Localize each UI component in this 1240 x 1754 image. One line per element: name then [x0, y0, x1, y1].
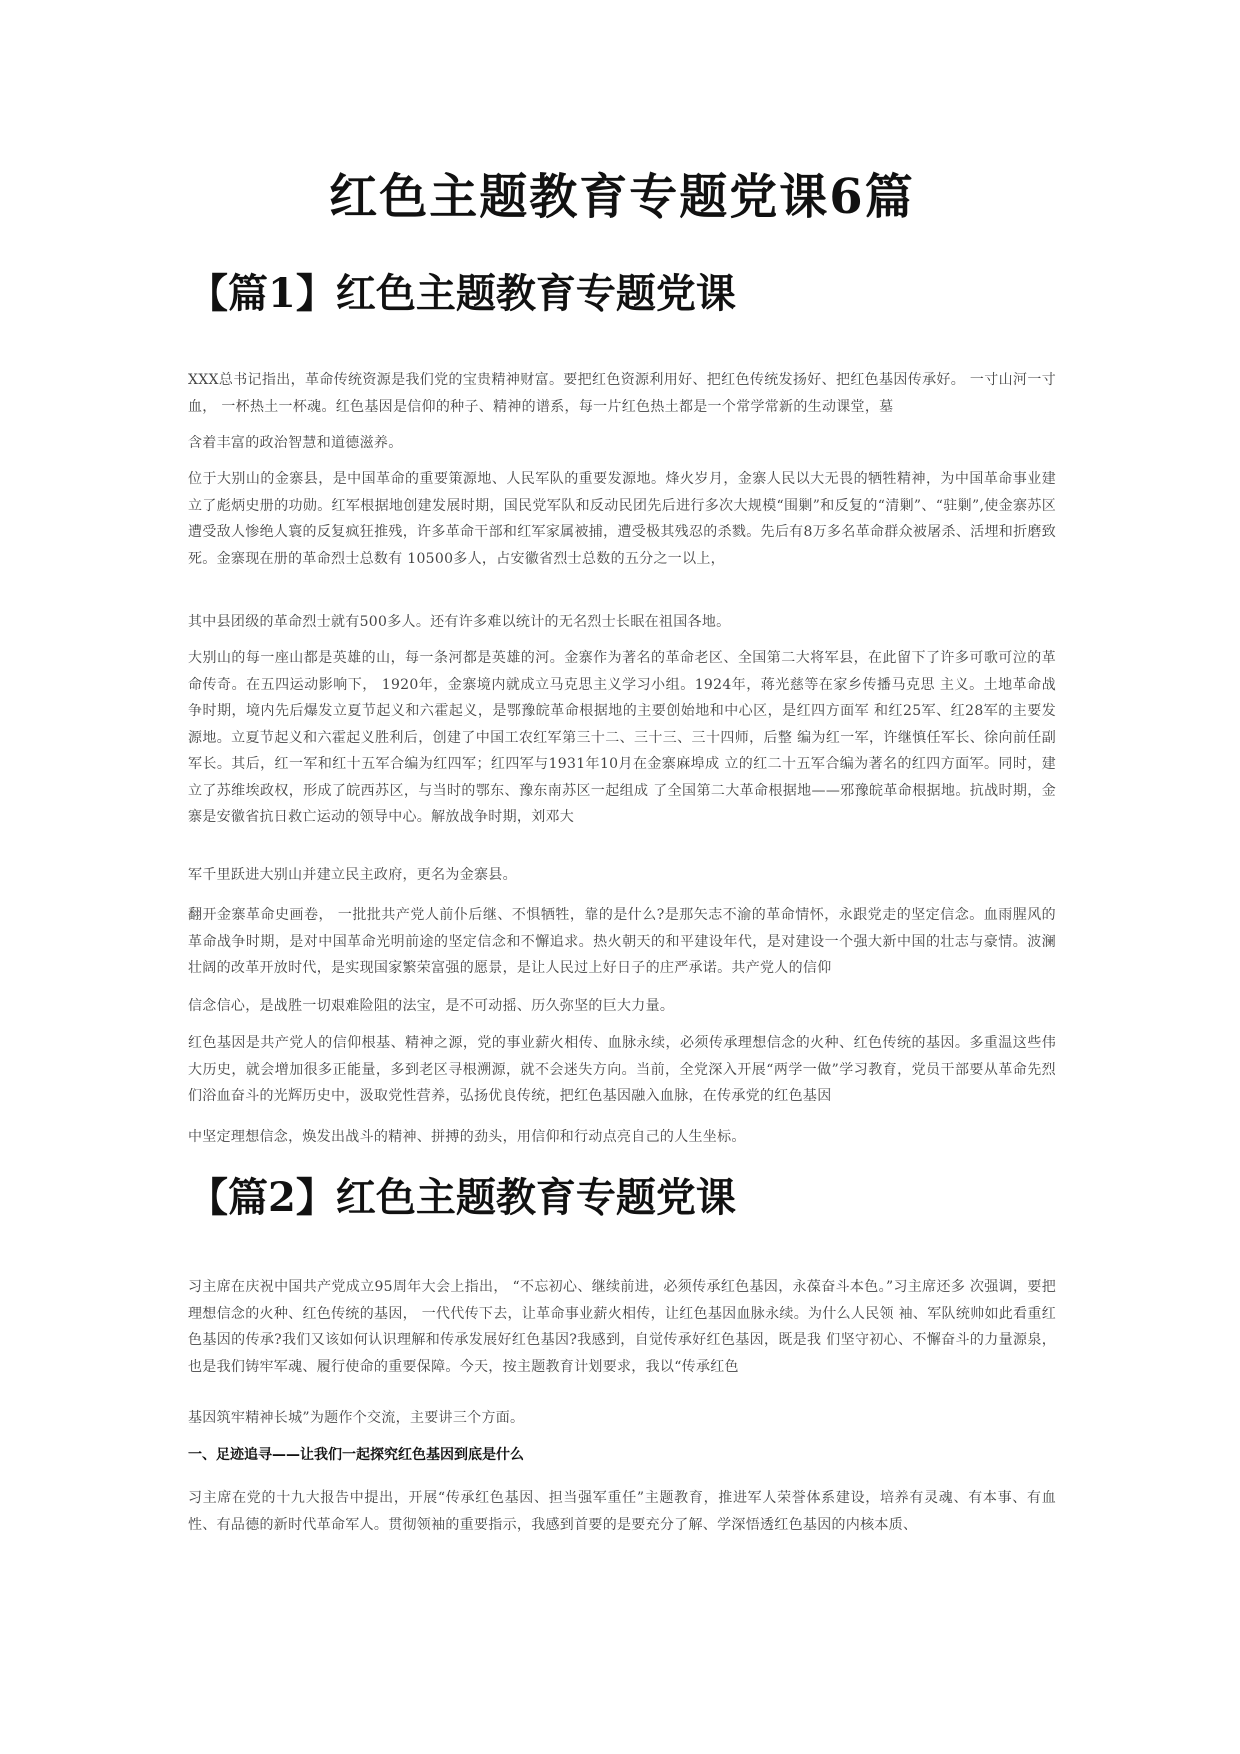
section-2-subheading-1: 一、足迹追寻——让我们一起探究红色基因到底是什么 — [188, 1447, 524, 1463]
section-1-heading: 【篇1】红色主题教育专题党课 — [188, 270, 736, 317]
section-1-paragraph-9: 红色基因是共产党人的信仰根基、精神之源，党的事业薪火相传、血脉永续，必须传承理想信念的火种、红色传统的基因。多重温这些伟大历史，就会增加很多正能量，多到老区寻根溯源，就不会迷失方向。当前，全党深入开展“两学一做”学习教育，党员干部要从革命先烈们浴血奋斗的光辉历史中，汲取党性营养，弘扬优良传统，把红色基因融入血脉，在传承党的红色基因 — [188, 1035, 1056, 1104]
section-2-heading: 【篇2】红色主题教育专题党课 — [188, 1174, 736, 1221]
document-title: 红色主题教育专题党课6篇 — [329, 169, 915, 225]
section-1-paragraph-1: XXX总书记指出，革命传统资源是我们党的宝贵精神财富。要把红色资源利用好、把红色传统发扬好、把红色基因传承好。 一寸山河一寸血， 一杯热土一杯魂。红色基因是信仰的种子、精神的谱系，每一片红色热土都是一个常学常新的生动课堂，墓 — [188, 372, 1056, 415]
section-1-paragraph-8: 信念信心，是战胜一切艰难险阻的法宝，是不可动摇、历久弥坚的巨大力量。 — [188, 998, 675, 1014]
section-2-paragraph-3: 习主席在党的十九大报告中提出，开展“传承红色基因、担当强军重任”主题教育，推进军人荣誉体系建设，培养有灵魂、有本事、有血性、有品德的新时代革命军人。贯彻领袖的重要指示，我感到首要的是要充分了解、学深悟透红色基因的内核本质、 — [188, 1490, 1056, 1533]
section-1-paragraph-10: 中坚定理想信念，焕发出战斗的精神、拼搏的劲头，用信仰和行动点亮自己的人生坐标。 — [188, 1129, 746, 1145]
section-1-paragraph-3: 位于大别山的金寨县，是中国革命的重要策源地、人民军队的重要发源地。烽火岁月，金寨人民以大无畏的牺牲精神，为中国革命事业建立了彪炳史册的功勋。红军根据地创建发展时期，国民党军队和反动民团先后进行多次大规模“围剿”和反复的“清剿”、“驻剿”,使金寨苏区遭受敌人惨绝人寰的反复疯狂推残，许多革命干部和红军家属被捕，遭受极其残忍的杀戮。先后有8万多名革命群众被屠杀、活埋和折磨致死。金寨现在册的革命烈士总数有 10500多人，占安徽省烈士总数的五分之一以上， — [188, 471, 1056, 567]
section-1-paragraph-2: 含着丰富的政治智慧和道德滋养。 — [188, 435, 403, 451]
section-1-paragraph-4: 其中县团级的革命烈士就有500多人。还有许多难以统计的无名烈士长眠在祖国各地。 — [188, 614, 731, 630]
section-1-paragraph-5: 大别山的每一座山都是英雄的山，每一条河都是英雄的河。金寨作为著名的革命老区、全国第二大将军县，在此留下了许多可歌可泣的革命传奇。在五四运动影响下， 1920年，金寨境内就成立马克思主义学习小组。1924年，蒋光慈等在家乡传播马克思 主义。土地革命战争时期，境内先后爆发立夏节起义和六霍起义，是鄂豫皖革命根据地的主要创始地和中心区，是红四方面军 和红25军、红28军的主要发源地。立夏节起义和六霍起义胜利后，创建了中国工农红军第三十二、三十三、三十四师，后整 编为红一军，许继慎任军长、徐向前任副军长。其后，红一军和红十五军合编为红四军；红四军与1931年10月在金寨麻埠成 立的红二十五军合编为著名的红四方面军。同时，建立了苏维埃政权，形成了皖西苏区，与当时的鄂东、豫东南苏区一起组成 了全国第二大革命根据地——邪豫皖革命根据地。抗战时期，金寨是安徽省抗日救亡运动的领导中心。解放战争时期，刘邓大 — [188, 650, 1056, 825]
section-1-paragraph-7: 翻开金寨革命史画卷， 一批批共产党人前仆后继、不惧牺牲，靠的是什么?是那矢志不渝的革命情怀，永跟党走的坚定信念。血雨腥风的革命战争时期，是对中国革命光明前途的坚定信念和不懈追求。热火朝天的和平建设年代，是对建设一个强大新中国的壮志与豪情。波澜壮阔的改革开放时代，是实现国家繁荣富强的愿景，是让人民过上好日子的庄严承诺。共产党人的信仰 — [188, 907, 1056, 976]
section-2-paragraph-2: 基因筑牢精神长城”为题作个交流，主要讲三个方面。 — [188, 1410, 525, 1426]
section-1-paragraph-6: 军千里跃进大别山并建立民主政府，更名为金寨县。 — [188, 867, 517, 883]
section-2-paragraph-1: 习主席在庆祝中国共产党成立95周年大会上指出， “不忘初心、继续前进，必须传承红色基因，永葆奋斗本色。”习主席还多 次强调，要把理想信念的火种、红色传统的基因， 一代代传下去，让革命事业薪火相传，让红色基因血脉永续。为什么人民领 袖、军队统帅如此看重红色基因的传承?我们又该如何认识理解和传承发展好红色基因?我感到，自觉传承好红色基因，既是我 们坚守初心、不懈奋斗的力量源泉，也是我们铸牢军魂、履行使命的重要保障。今天，按主题教育计划要求，我以“传承红色 — [188, 1279, 1056, 1375]
